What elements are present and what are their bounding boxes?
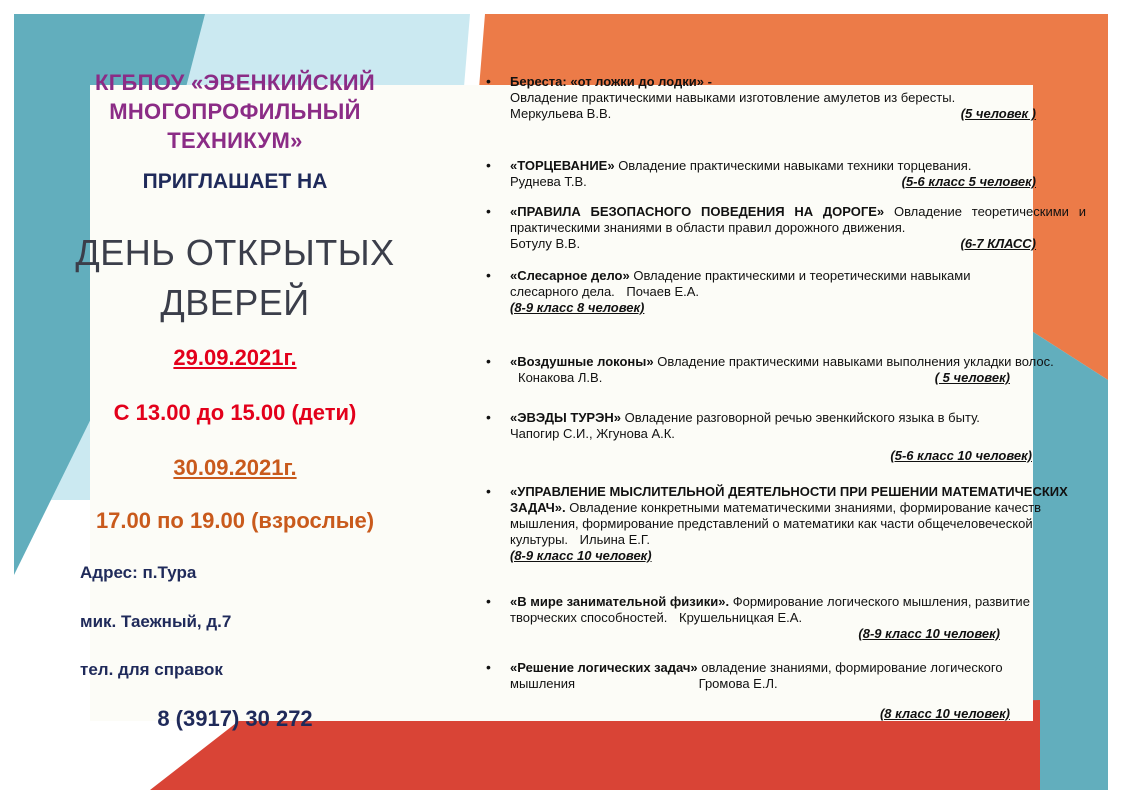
event-title: ДЕНЬ ОТКРЫТЫХ ДВЕРЕЙ bbox=[75, 232, 395, 323]
time-first: С 13.00 до 15.00 (дети) bbox=[113, 400, 357, 425]
time-second: 17.00 по 19.00 (взрослые) bbox=[95, 508, 375, 533]
bullet-icon: • bbox=[486, 483, 491, 499]
bullet-icon: • bbox=[486, 409, 491, 425]
left-column bbox=[0, 0, 470, 794]
bullet-icon: • bbox=[486, 659, 491, 675]
bullet-icon: • bbox=[486, 157, 491, 173]
bullet-icon: • bbox=[486, 267, 491, 283]
bullet-icon: • bbox=[486, 593, 491, 609]
address: Адрес: п.Тура bbox=[80, 563, 197, 582]
organization-name: КГБПОУ «ЭВЕНКИЙСКИЙ МНОГОПРОФИЛЬНЫЙ ТЕХНИКУМ» bbox=[95, 70, 375, 153]
phone-number: 8 (3917) 30 272 bbox=[157, 706, 313, 731]
date-first: 29.09.2021г. bbox=[173, 345, 297, 370]
bullet-icon: • bbox=[486, 353, 491, 369]
bullet-icon: • bbox=[486, 203, 491, 219]
district: мик. Таежный, д.7 bbox=[80, 612, 232, 631]
phone-label: тел. для справок bbox=[80, 660, 223, 679]
bullet-icon: • bbox=[486, 73, 491, 89]
date-second: 30.09.2021г. bbox=[173, 455, 297, 480]
invite-text: ПРИГЛАШАЕТ НА bbox=[142, 170, 328, 193]
